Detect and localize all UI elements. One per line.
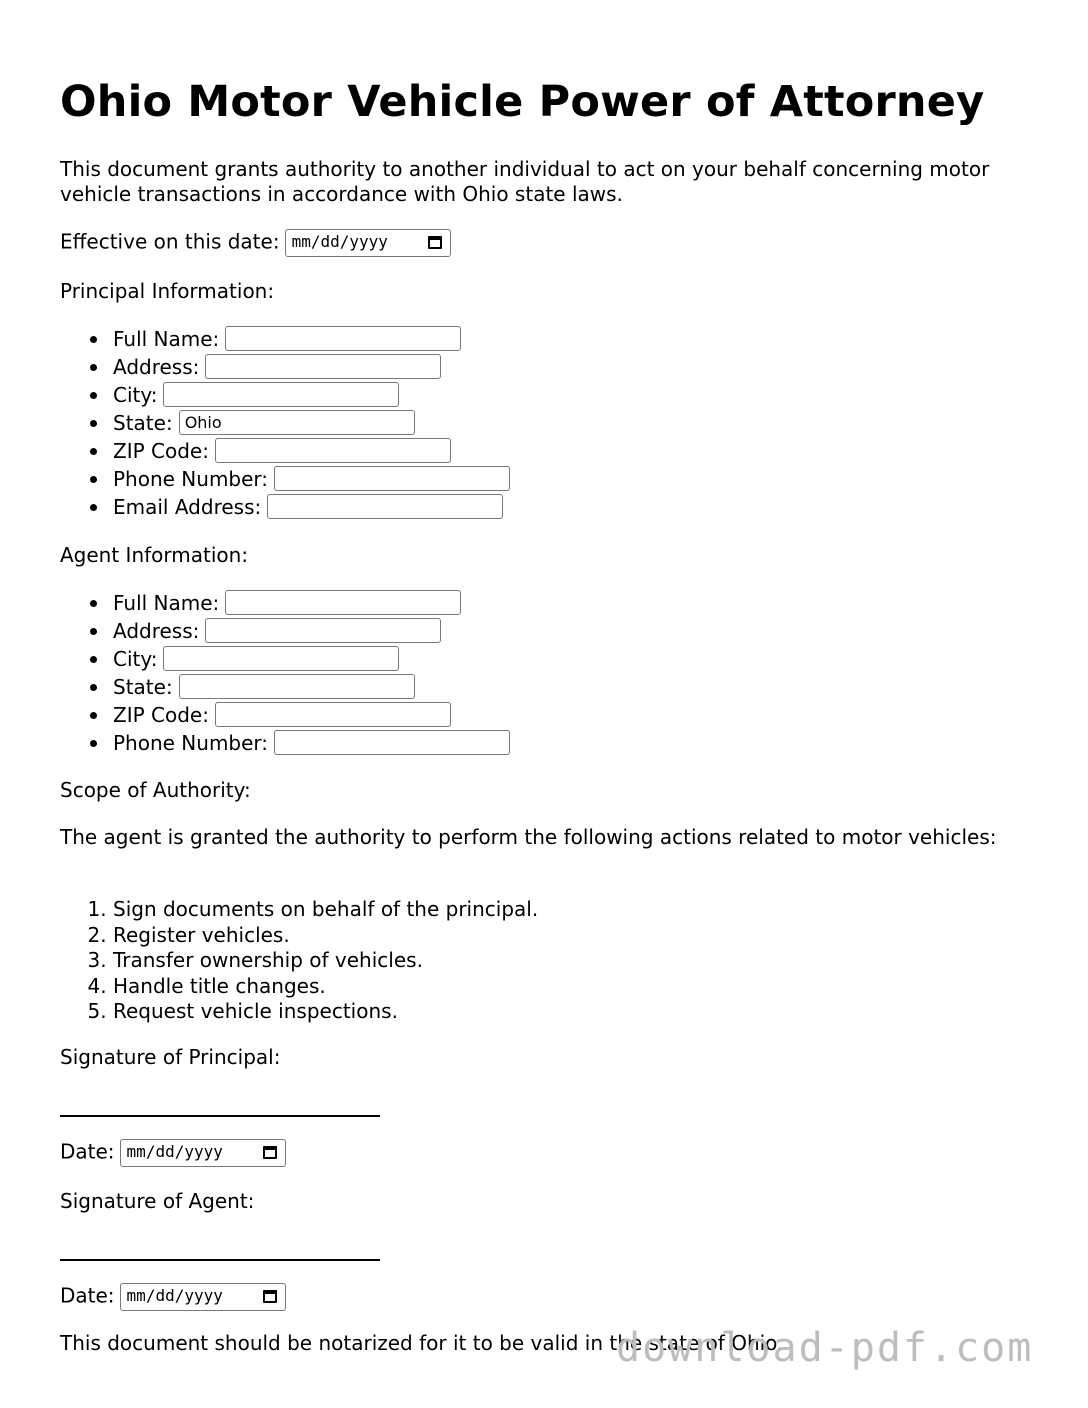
list-item: [113, 589, 510, 617]
list-item: [113, 353, 510, 381]
principal-email-label: Email Address:: [113, 495, 262, 519]
agent-address-input[interactable]: [205, 618, 441, 643]
principal-city-input[interactable]: [163, 382, 399, 407]
date-placeholder: mm/dd/yyyy: [126, 1142, 223, 1161]
list-item: 4. Handle title changes.: [113, 974, 538, 1000]
watermark: download-pdf.com: [616, 1325, 1034, 1371]
agent-full-name-label: Full Name:: [113, 591, 220, 615]
date-placeholder: mm/dd/yyyy: [126, 1286, 223, 1305]
agent-zip-input[interactable]: [215, 702, 451, 727]
principal-fields: [60, 325, 510, 521]
principal-full-name-label: Full Name:: [113, 327, 220, 351]
authority-actions-list: [60, 897, 538, 1025]
principal-full-name-input[interactable]: [225, 326, 461, 351]
calendar-icon[interactable]: [263, 1290, 277, 1303]
calendar-icon[interactable]: [428, 236, 442, 249]
agent-fields: [60, 589, 510, 757]
principal-signature-label: Signature of Principal:: [60, 1045, 281, 1069]
principal-date-input[interactable]: [120, 1139, 286, 1167]
principal-date-label: Date:: [60, 1139, 115, 1164]
agent-date-input[interactable]: [120, 1283, 286, 1311]
effective-date-label: Effective on this date:: [60, 229, 280, 254]
principal-phone-input[interactable]: [274, 466, 510, 491]
scope-heading: Scope of Authority:: [60, 778, 251, 802]
effective-date-row: [60, 229, 451, 257]
agent-date-row: [60, 1283, 286, 1311]
notarization-note: This document should be notarized for it to be valid in the state of Ohio.: [60, 1331, 784, 1355]
list-item: 1. Sign documents on behalf of the principal.: [113, 897, 538, 923]
list-item: [113, 381, 510, 409]
principal-address-label: Address:: [113, 355, 200, 379]
agent-zip-label: ZIP Code:: [113, 703, 209, 727]
list-item: [113, 493, 510, 521]
agent-city-input[interactable]: [163, 646, 399, 671]
principal-signature-line[interactable]: [60, 1115, 380, 1117]
principal-zip-label: ZIP Code:: [113, 439, 209, 463]
agent-signature-line[interactable]: [60, 1259, 380, 1261]
page-title: Ohio Motor Vehicle Power of Attorney: [60, 77, 985, 127]
agent-address-label: Address:: [113, 619, 200, 643]
agent-state-label: State:: [113, 675, 173, 699]
list-item: [113, 729, 510, 757]
agent-phone-label: Phone Number:: [113, 731, 269, 755]
calendar-icon[interactable]: [263, 1146, 277, 1159]
principal-state-input[interactable]: Ohio: [179, 410, 415, 435]
list-item: [113, 437, 510, 465]
date-placeholder: mm/dd/yyyy: [291, 232, 388, 251]
principal-zip-input[interactable]: [215, 438, 451, 463]
list-item: [113, 409, 510, 437]
principal-heading: Principal Information:: [60, 279, 275, 303]
intro-paragraph: This document grants authority to another individual to act on your behalf concerning motor vehicle transactions in accordance with Ohio state laws.: [60, 157, 990, 206]
list-item: 5. Request vehicle inspections.: [113, 999, 538, 1025]
agent-state-input[interactable]: [179, 674, 415, 699]
list-item: [113, 701, 510, 729]
principal-city-label: City:: [113, 383, 158, 407]
principal-phone-label: Phone Number:: [113, 467, 269, 491]
agent-phone-input[interactable]: [274, 730, 510, 755]
agent-signature-label: Signature of Agent:: [60, 1189, 255, 1213]
list-item: [113, 325, 510, 353]
principal-email-input[interactable]: [267, 494, 503, 519]
agent-date-label: Date:: [60, 1283, 115, 1308]
agent-heading: Agent Information:: [60, 543, 249, 567]
list-item: [113, 645, 510, 673]
list-item: 3. Transfer ownership of vehicles.: [113, 948, 538, 974]
effective-date-input[interactable]: [285, 229, 451, 257]
principal-state-label: State:: [113, 411, 173, 435]
agent-city-label: City:: [113, 647, 158, 671]
list-item: [113, 617, 510, 645]
principal-address-input[interactable]: [205, 354, 441, 379]
list-item: [113, 465, 510, 493]
agent-full-name-input[interactable]: [225, 590, 461, 615]
list-item: 2. Register vehicles.: [113, 923, 538, 949]
scope-intro: The agent is granted the authority to perform the following actions related to motor vehicles:: [60, 825, 997, 849]
principal-date-row: [60, 1139, 286, 1167]
list-item: [113, 673, 510, 701]
